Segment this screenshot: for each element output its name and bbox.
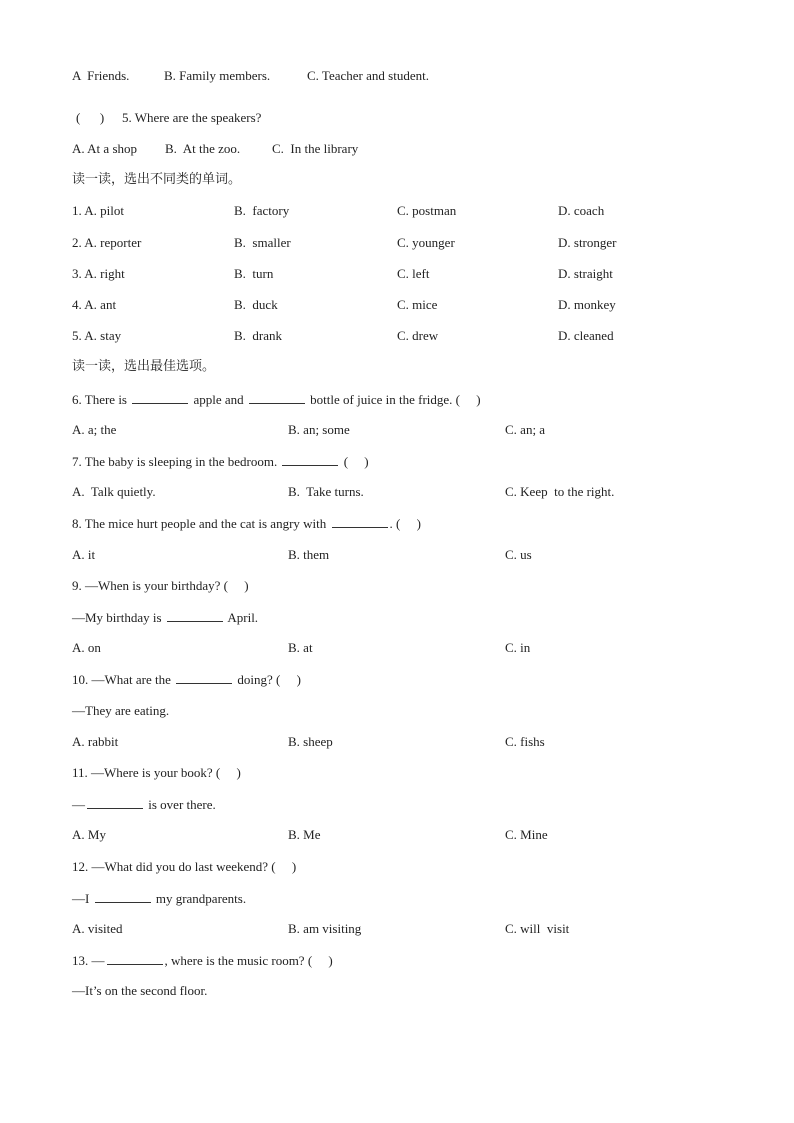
q6-option-c: C. an; a [505,422,546,437]
q6-part-b: apple and [193,392,244,407]
answer-blank[interactable] [332,515,388,528]
q11-part-b: is over there. [148,797,216,812]
q10-option-a: A. rabbit [72,734,119,749]
question-11: 11. —Where is your book? ( ) [72,765,241,780]
q8-option-c: C. us [505,547,532,562]
q13-part-b: , where is the music room? ( ) [164,953,333,968]
question-6 [72,391,481,408]
q13-part-a: 13. — [72,953,105,968]
odd-1-c: C. postman [397,203,457,218]
odd-4-d: D. monkey [558,297,616,312]
odd-5-b: B. drank [234,328,283,343]
odd-5-c: C. drew [397,328,439,343]
q9-option-c: C. in [505,640,531,655]
odd-1-a: 1. A. pilot [72,203,125,218]
q10-option-b: B. sheep [288,734,333,749]
option-a: A. At a shop [72,141,137,156]
odd-5-d: D. cleaned [558,328,614,343]
q8-part-a: 8. The mice hurt people and the cat is angry with [72,516,327,531]
q9-part-a: —My birthday is [72,610,162,625]
odd-3-a: 3. A. right [72,266,125,281]
answer-blank[interactable] [132,391,188,404]
answer-paren: ( ) [76,110,105,125]
q11-option-a: A. My [72,827,106,842]
odd-3-b: B. turn [234,266,274,281]
answer-blank[interactable] [87,796,143,809]
q6-option-b: B. an; some [288,422,350,437]
question-7 [72,453,369,470]
question-10-answer: —They are eating. [72,703,170,718]
q12-part-b: my grandparents. [155,891,247,906]
odd-2-b: B. smaller [234,235,291,250]
q12-option-a: A. visited [72,921,123,936]
q7-part-a: 7. The baby is sleeping in the bedroom. [72,454,278,469]
option-b: B. At the zoo. [165,141,241,156]
q12-part-a: —I [72,891,90,906]
odd-3-d: D. straight [558,266,613,281]
q7-part-b: ( ) [343,454,369,469]
q11-option-b: B. Me [288,827,321,842]
question-5-text: 5. Where are the speakers? [122,110,262,125]
q9-option-b: B. at [288,640,313,655]
answer-blank[interactable] [95,890,151,903]
odd-1-b: B. factory [234,203,290,218]
q10-part-a: 10. —What are the [72,672,171,687]
q11-part-a: — [72,797,85,812]
q6-option-a: A. a; the [72,422,117,437]
question-13 [72,952,333,969]
section-title: 读一读，选出不同类的单词。 [72,172,242,187]
q12-option-b: B. am visiting [288,921,362,936]
option-b: B. Family members. [164,68,271,83]
odd-2-c: C. younger [397,235,455,250]
q7-option-a: A. Talk quietly. [72,484,156,499]
answer-blank[interactable] [107,952,163,965]
question-13-answer: —It’s on the second floor. [72,983,208,998]
answer-blank[interactable] [167,609,223,622]
q7-option-b: B. Take turns. [288,484,364,499]
question-9-answer [72,609,258,626]
q8-part-b: . ( ) [389,516,421,531]
question-12-answer [72,890,246,907]
q11-option-c: C. Mine [505,827,548,842]
odd-2-a: 2. A. reporter [72,235,142,250]
q8-option-b: B. them [288,547,330,562]
odd-4-a: 4. A. ant [72,297,117,312]
q12-option-c: C. will visit [505,921,570,936]
q10-part-b: doing? ( ) [237,672,301,687]
odd-2-d: D. stronger [558,235,617,250]
question-8 [72,515,421,532]
question-9: 9. —When is your birthday? ( ) [72,578,249,593]
answer-blank[interactable] [282,453,338,466]
q9-option-a: A. on [72,640,101,655]
q6-part-c: bottle of juice in the fridge. ( ) [310,392,481,407]
odd-4-c: C. mice [397,297,438,312]
option-c: C. Teacher and student. [307,68,429,83]
answer-blank[interactable] [249,391,305,404]
option-c: C. In the library [272,141,359,156]
odd-5-a: 5. A. stay [72,328,122,343]
section-title: 读一读，选出最佳选项。 [72,359,216,374]
q10-option-c: C. fishs [505,734,545,749]
option-a: A Friends. [72,68,130,83]
answer-blank[interactable] [176,671,232,684]
q9-part-b: April. [227,610,259,625]
odd-4-b: B. duck [234,297,278,312]
odd-3-c: C. left [397,266,430,281]
q6-part-a: 6. There is [72,392,127,407]
question-11-answer [72,796,216,813]
q7-option-c: C. Keep to the right. [505,484,615,499]
question-10 [72,671,301,688]
odd-1-d: D. coach [558,203,605,218]
q8-option-a: A. it [72,547,96,562]
question-12: 12. —What did you do last weekend? ( ) [72,859,297,874]
